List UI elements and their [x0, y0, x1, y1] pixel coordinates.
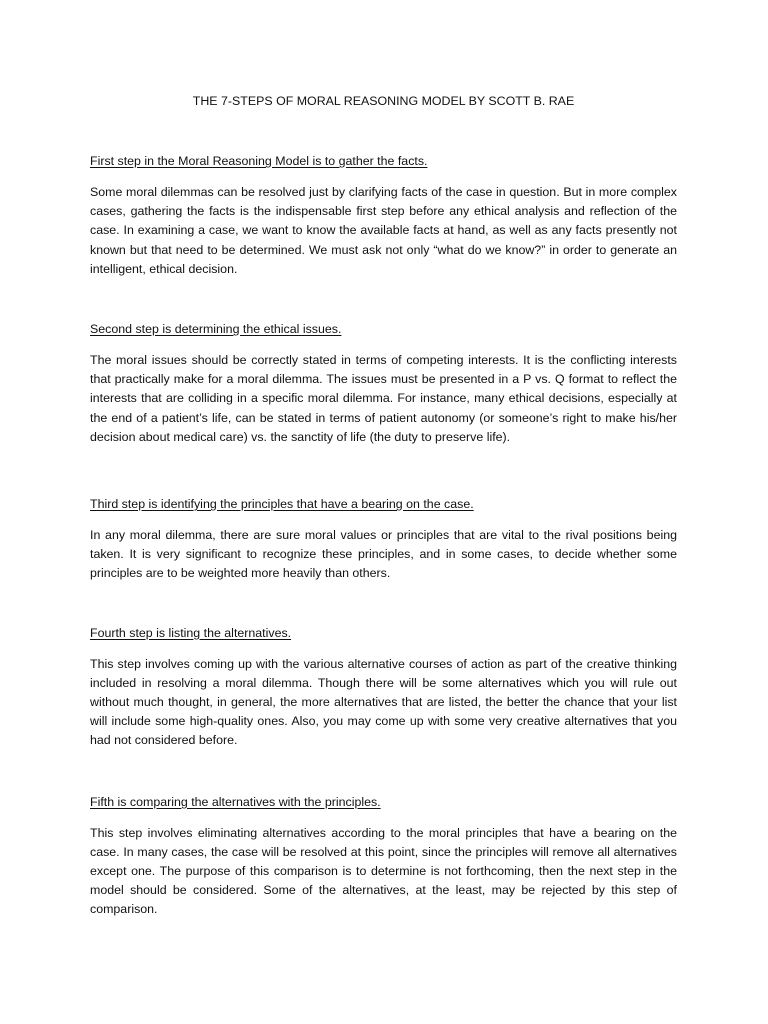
section-gather-facts — [90, 153, 677, 279]
section-body: This step involves coming up with the various alternative courses of action as part of the creative thinking included in resolving a moral dilemma. Though there will be some alternatives which you will rule out without much thought, in general, the more alternatives that are listed, the better the chance that your list will include some high-quality ones. Also, you may come up with some very creative alternatives that you had not considered before. — [90, 656, 677, 748]
section-heading: First step in the Moral Reasoning Model is to gather the facts. — [90, 154, 428, 168]
section-spacer — [90, 584, 677, 625]
section-compare-alternatives — [90, 794, 677, 920]
section-heading: Fifth is comparing the alternatives with the principles. — [90, 794, 381, 809]
section-spacer — [90, 447, 677, 496]
section-body: In any moral dilemma, there are sure moral values or principles that are vital to the rival positions being taken. It is very significant to recognize these principles, and in some cases, to decide whether some principles are to be weighted more heavily than others. — [90, 528, 677, 581]
section-heading: Second step is determining the ethical issues. — [90, 322, 342, 337]
document-content — [90, 93, 677, 920]
section-spacer — [90, 279, 677, 321]
section-heading: Fourth step is listing the alternatives. — [90, 625, 292, 640]
section-body: The moral issues should be correctly stated in terms of competing interests. It is the conflicting interests that practically make for a moral dilemma. The issues must be presented in a P vs. Q format to reflect the interests that are colliding in a specific moral dilemma. For instance, many ethical decisions, especially at the end of a patient’s life, can be stated in terms of patient autonomy (or someone’s right to make his/her decision about medical care) vs. the sanctity of life (the duty to preserve life). — [90, 353, 677, 444]
document-title: THE 7-STEPS OF MORAL REASONING MODEL BY SCOTT B. RAE — [192, 94, 575, 108]
section-heading: Third step is identifying the principles that have a bearing on the case. — [90, 497, 474, 512]
section-principles — [90, 496, 677, 584]
section-ethical-issues — [90, 321, 677, 447]
section-body: This step involves eliminating alternatives according to the moral principles that have a bearing on the case. In many cases, the case will be resolved at this point, since the principles will remove all alternatives except one. The purpose of this comparison is to determine is not forthcoming, then the next step in the model should be considered. Some of the alternatives, at the least, may be rejected by this step of comparison. — [90, 825, 677, 917]
section-spacer — [90, 751, 677, 794]
section-body: Some moral dilemmas can be resolved just by clarifying facts of the case in question. But in more complex cases, gathering the facts is the indispensable first step before any ethical analysis and reflection of the case. In examining a case, we want to know the available facts at hand, as well as any facts presently not known but that need to be determined. We must ask not only “what do we know?” in order to generate an intelligent, ethical decision. — [90, 185, 677, 276]
section-alternatives — [90, 625, 677, 751]
